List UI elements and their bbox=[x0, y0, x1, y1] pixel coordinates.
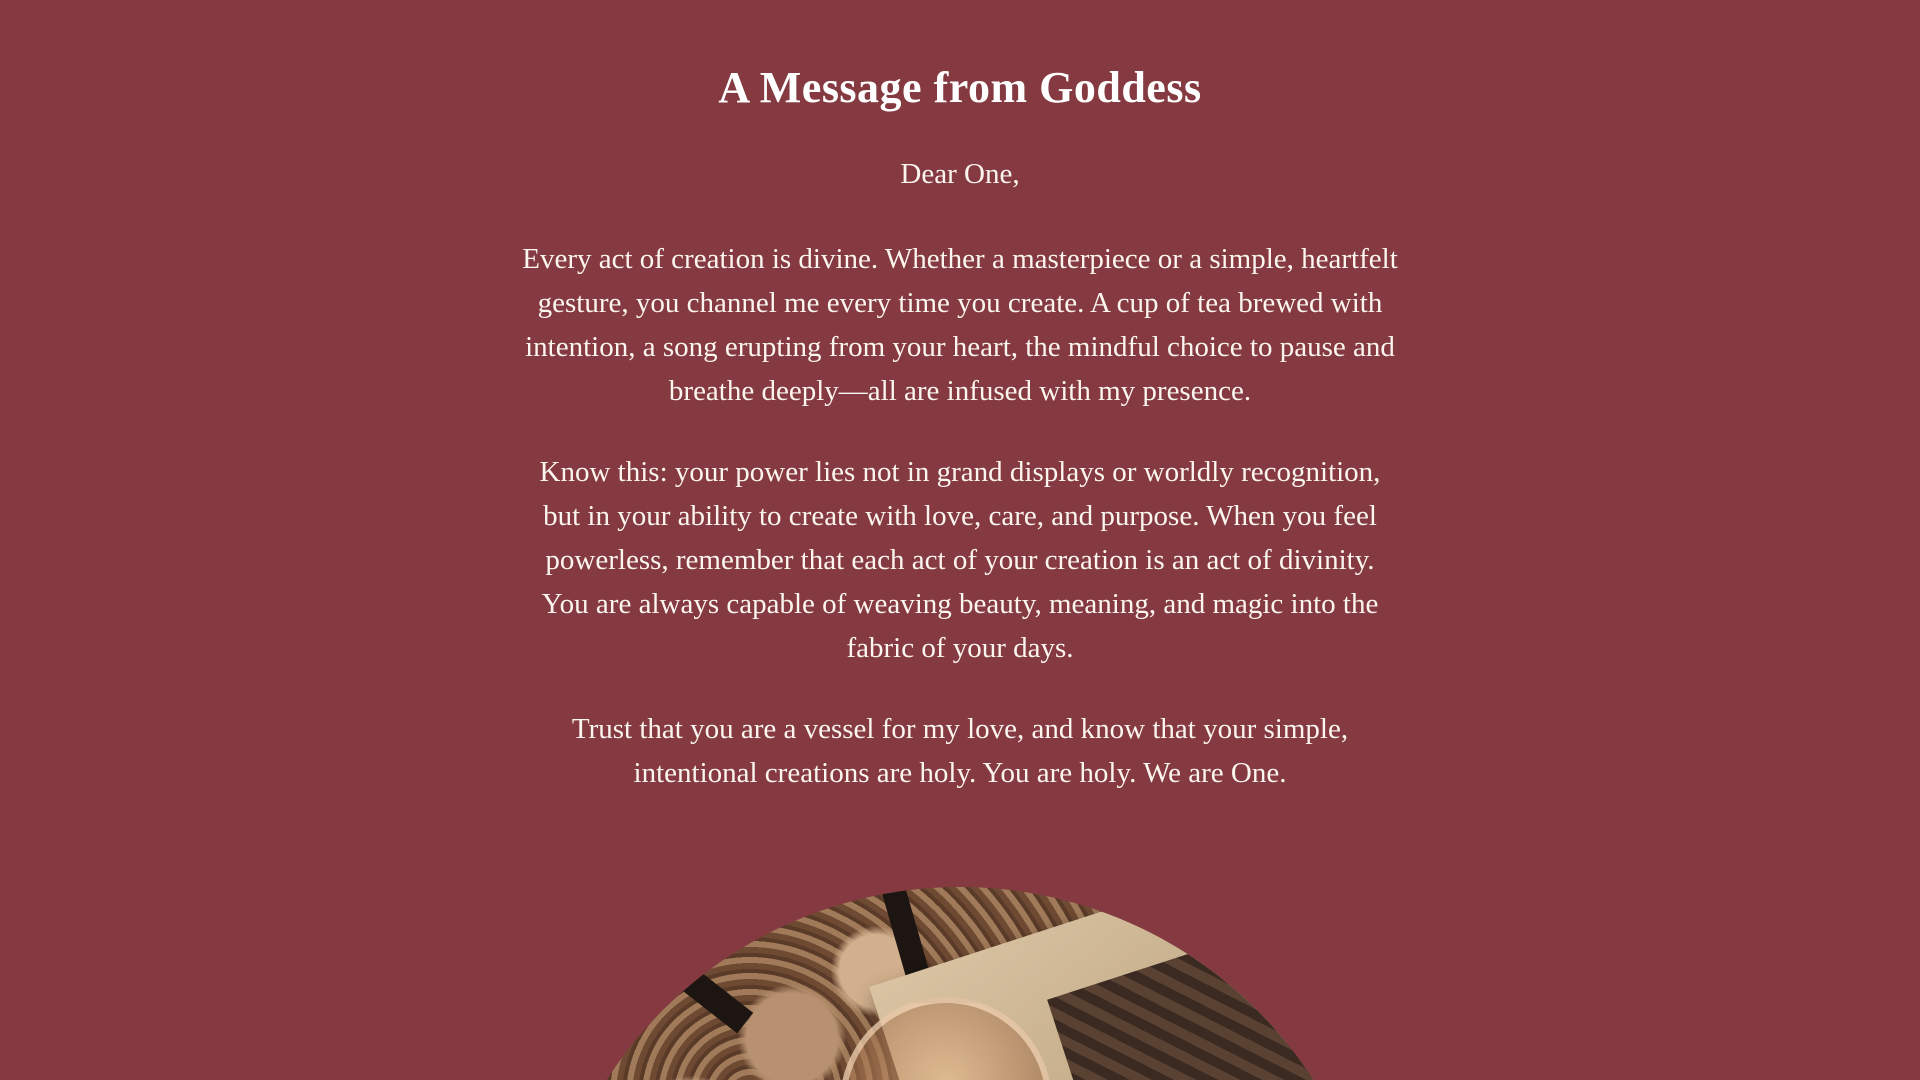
ribbon-decoration bbox=[627, 927, 753, 1034]
message-paragraph: Know this: your power lies not in grand displays or worldly recognition, but in your ability to create with love, care, and purpose. When you feel powerless, remember that each act of your creation is an act of divinity. You are always capable of weaving beauty, meaning, and magic into the fabric of your days. bbox=[539, 456, 1381, 664]
message-paragraph: Trust that you are a vessel for my love, and know that your simple, intentional creations are holy. You are holy. We are One. bbox=[571, 713, 1349, 789]
circular-photo-tea-cup bbox=[540, 887, 1380, 1080]
message-title: A Message from Goddess bbox=[718, 63, 1202, 112]
message-paragraph: Every act of creation is divine. Whether a masterpiece or a simple, heartfelt gesture, you channel me every time you create. A cup of tea brewed with intention, a song erupting from your heart, the mindful choice to pause and breathe deeply—all are infused with my presence. bbox=[522, 243, 1398, 407]
salutation: Dear One, bbox=[900, 158, 1020, 190]
